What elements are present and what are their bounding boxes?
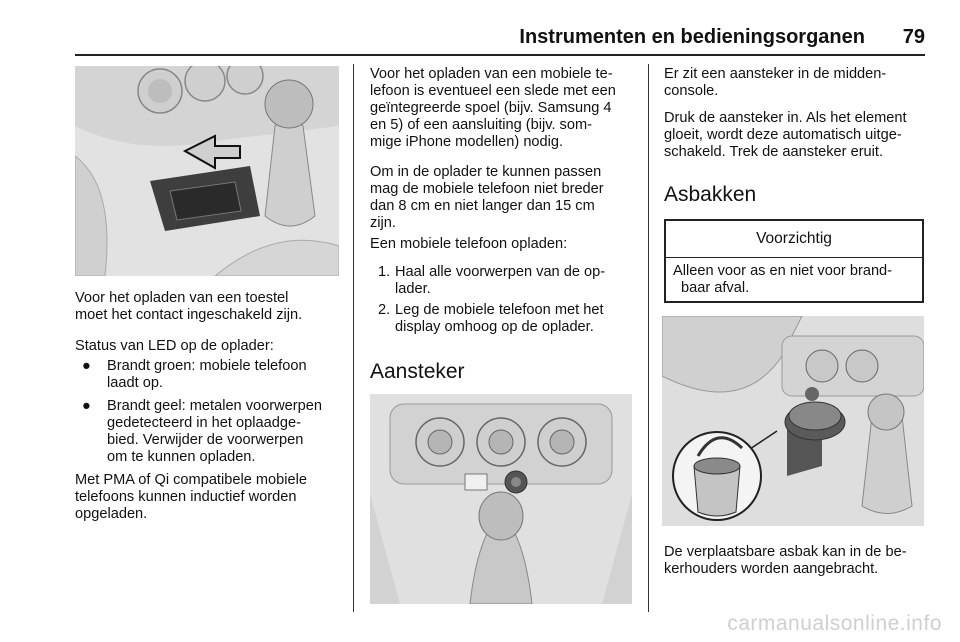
text-line: Er zit een aansteker in de midden-: [664, 66, 887, 82]
text-line: dan 8 cm en niet langer dan 15 cm: [370, 198, 595, 214]
bullet-green: [82, 358, 352, 392]
step-1: [378, 264, 638, 298]
text-line: Met PMA of Qi compatibele mobiele: [75, 472, 307, 488]
caution-box: [664, 219, 924, 303]
header-rule: [75, 54, 925, 56]
text-line: kerhouders worden aangebracht.: [664, 561, 879, 577]
text-line: laadt op.: [107, 375, 163, 391]
column-divider-2: [648, 64, 649, 612]
text-line: schakeld. Trek de aansteker eruit.: [664, 144, 884, 160]
text-line: geïntegreerde spoel (bijv. Samsung 4: [370, 100, 612, 116]
page-number: 79: [902, 26, 925, 48]
text-line: moet het contact ingeschakeld zijn.: [75, 307, 303, 323]
text-line: Een mobiele telefoon opladen:: [370, 236, 568, 252]
text-line: lefoon is eventueel een slede met een: [370, 83, 616, 99]
charging-sled-paragraph: [370, 66, 638, 151]
text-line: Druk de aansteker in. Als het element: [664, 110, 907, 126]
lighter-illustration: [370, 394, 632, 604]
page-header: [75, 20, 925, 56]
text-line: Om in de oplader te kunnen passen: [370, 164, 602, 180]
text-line: Haal alle voorwerpen van de op-: [395, 264, 606, 280]
pma-qi-paragraph: [75, 472, 345, 523]
ashtray-paragraph: [664, 544, 928, 578]
text-line: gloeit, wordt deze automatisch uitge-: [664, 127, 902, 143]
text-line: console.: [664, 83, 719, 99]
heading-aansteker: Aansteker: [370, 360, 465, 383]
lighter-location-paragraph: [664, 66, 928, 100]
bullet-mark: ●: [82, 398, 91, 414]
text-line: Alleen voor as en niet voor brand-: [673, 263, 893, 279]
text-line: mige iPhone modellen) nodig.: [370, 134, 564, 150]
charge-steps-intro: [370, 236, 638, 253]
text-line: Status van LED op de oplader:: [75, 338, 274, 354]
text-line: display omhoog op de oplader.: [395, 319, 594, 335]
step-number: 1.: [378, 264, 391, 280]
text-line: Leg de mobiele telefoon met het: [395, 302, 604, 318]
text-line: bied. Verwijder de voorwerpen: [107, 432, 304, 448]
wireless-charger-illustration: [75, 66, 339, 276]
text-line: mag de mobiele telefoon niet breder: [370, 181, 604, 197]
text-line: en 5) of een aansluiting (bijv. som-: [370, 117, 592, 133]
phone-size-paragraph: [370, 164, 638, 232]
text-line: Brandt geel: metalen voorwerpen: [107, 398, 322, 414]
text-line: zijn.: [370, 215, 396, 231]
watermark: carmanualsonline.info: [727, 612, 942, 635]
text-line: Voor het opladen van een mobiele te-: [370, 66, 613, 82]
lighter-usage-paragraph: [664, 110, 928, 161]
text-line: om te kunnen opladen.: [107, 449, 256, 465]
charging-ignition-paragraph: [75, 290, 345, 324]
ashtray-illustration: [662, 316, 924, 526]
text-line: telefoons kunnen inductief worden: [75, 489, 297, 505]
text-line: Brandt groen: mobiele telefoon: [107, 358, 307, 374]
text-line: De verplaatsbare asbak kan in de be-: [664, 544, 907, 560]
step-2: [378, 302, 638, 336]
header-title: Instrumenten en bedieningsorganen: [519, 26, 865, 48]
text-line: gedetecteerd in het oplaadge-: [107, 415, 301, 431]
text-line: baar afval.: [681, 280, 750, 296]
caution-title: Voorzichtig: [666, 221, 922, 258]
text-line: opgeladen.: [75, 506, 148, 522]
step-number: 2.: [378, 302, 391, 318]
column-divider-1: [353, 64, 354, 612]
text-line: lader.: [395, 281, 431, 297]
text-line: Voor het opladen van een toestel: [75, 290, 289, 306]
bullet-mark: ●: [82, 358, 91, 374]
heading-asbakken: Asbakken: [664, 183, 757, 206]
led-status-intro: [75, 338, 345, 355]
bullet-yellow: [82, 398, 354, 466]
